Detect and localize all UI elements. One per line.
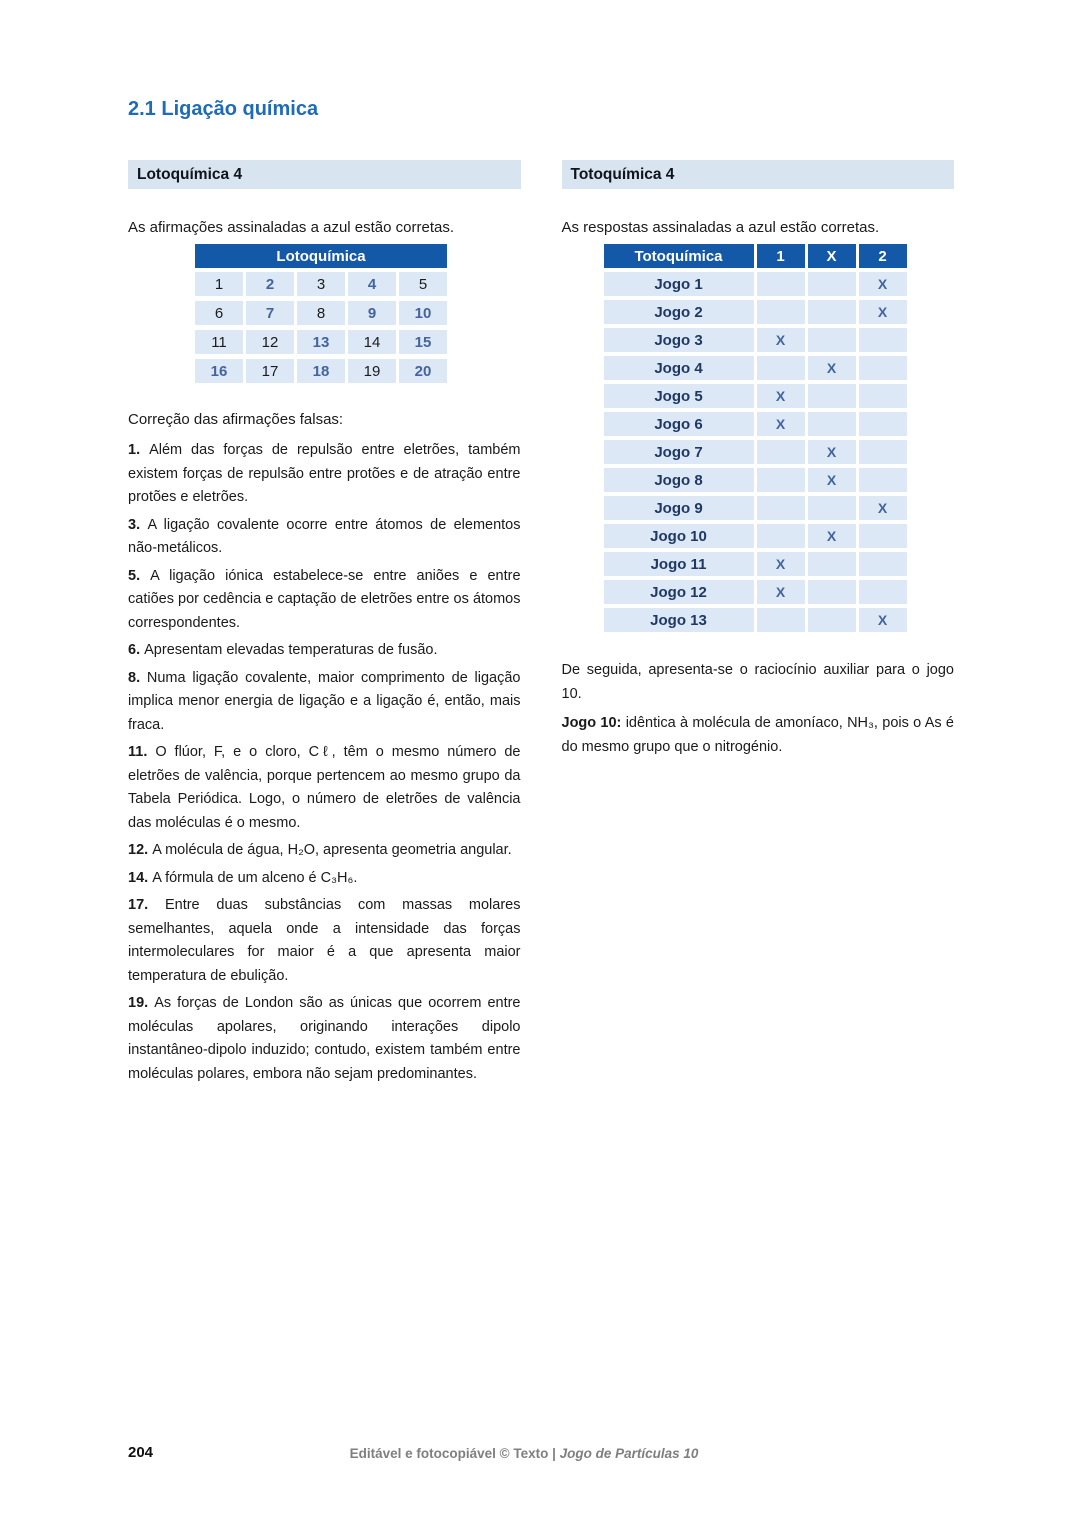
footer	[0, 1446, 1080, 1461]
toto-mark-7-2	[859, 440, 907, 464]
section-header-lotoquimica: Lotoquímica 4	[128, 160, 521, 189]
correction-item-5: 5. A ligação iónica estabelece-se entre aniões e entre catiões por cedência e captação de eletrões entre os átomos correspondentes.	[128, 567, 521, 631]
loto-cell-18: 18	[297, 359, 345, 383]
correction-item-3: 3. A ligação covalente ocorre entre átomos de elementos não-metálicos.	[128, 516, 521, 556]
toto-mark-1-1	[757, 272, 805, 296]
toto-mark-8-X: X	[808, 468, 856, 492]
toto-mark-4-X: X	[808, 356, 856, 380]
loto-cell-19: 19	[348, 359, 396, 383]
loto-cell-10: 10	[399, 301, 447, 325]
loto-cell-1: 1	[195, 272, 243, 296]
jogo10-explanation	[562, 712, 955, 759]
toto-row-label-10: Jogo 10	[604, 524, 754, 548]
lotoquimica-table-title: Lotoquímica	[195, 244, 447, 268]
right-column	[562, 160, 955, 1090]
totoquimica-grid	[604, 244, 907, 632]
toto-mark-1-2: X	[859, 272, 907, 296]
toto-mark-2-1	[757, 300, 805, 324]
correction-item-14: 14. A fórmula de um alceno é C₃H₆.	[128, 869, 358, 886]
loto-cell-14: 14	[348, 330, 396, 354]
toto-header-col-2: 2	[859, 244, 907, 268]
toto-mark-7-X: X	[808, 440, 856, 464]
toto-row-label-4: Jogo 4	[604, 356, 754, 380]
toto-mark-12-X	[808, 580, 856, 604]
toto-mark-5-1: X	[757, 384, 805, 408]
toto-row-label-5: Jogo 5	[604, 384, 754, 408]
toto-mark-11-X	[808, 552, 856, 576]
correction-item-17: 17. Entre duas substâncias com massas molares semelhantes, aquela onde a intensidade das forças intermoleculares for maior é a que apresenta maior temperatura de ebulição.	[128, 897, 521, 984]
loto-cell-8: 8	[297, 301, 345, 325]
loto-cell-7: 7	[246, 301, 294, 325]
lotoquimica-table	[195, 244, 447, 383]
page-title: 2.1 Ligação química	[128, 98, 319, 120]
toto-row-label-11: Jogo 11	[604, 552, 754, 576]
toto-mark-10-1	[757, 524, 805, 548]
page-number: 204	[128, 1444, 154, 1461]
toto-mark-11-1: X	[757, 552, 805, 576]
loto-cell-12: 12	[246, 330, 294, 354]
correction-item-11: 11. O flúor, F, e o cloro, Cℓ, têm o mesmo número de eletrões de valência, porque pertencem ao mesmo grupo da Tabela Periódica. Logo, o número de eletrões de valência das moléculas é o mesmo.	[128, 744, 521, 831]
toto-mark-8-2	[859, 468, 907, 492]
loto-cell-4: 4	[348, 272, 396, 296]
loto-cell-3: 3	[297, 272, 345, 296]
toto-row-label-1: Jogo 1	[604, 272, 754, 296]
left-column	[128, 160, 521, 1090]
toto-mark-6-2	[859, 412, 907, 436]
section-header-totoquimica: Totoquímica 4	[562, 160, 955, 189]
jogo10-label: Jogo 10:	[561, 715, 622, 731]
loto-cell-5: 5	[399, 272, 447, 296]
correction-item-12: 12. A molécula de água, H₂O, apresenta geometria angular.	[128, 842, 512, 858]
toto-mark-3-X	[808, 328, 856, 352]
note-text: De seguida, apresenta-se o raciocínio auxiliar para o jogo 10.	[561, 662, 954, 702]
toto-mark-2-X	[808, 300, 856, 324]
toto-row-label-3: Jogo 3	[604, 328, 754, 352]
toto-mark-5-2	[859, 384, 907, 408]
toto-row-label-13: Jogo 13	[604, 608, 754, 632]
toto-row-label-8: Jogo 8	[604, 468, 754, 492]
toto-header-col-X: X	[808, 244, 856, 268]
correction-item-19: 19. As forças de London são as únicas que ocorrem entre moléculas apolares, originando interações dipolo instantâneo-dipolo induzido; contudo, existem também entre moléculas polares, embora não sejam predominantes.	[128, 995, 521, 1082]
loto-cell-15: 15	[399, 330, 447, 354]
toto-mark-9-2: X	[859, 496, 907, 520]
loto-cell-13: 13	[297, 330, 345, 354]
toto-mark-4-1	[757, 356, 805, 380]
totoquimica-intro-text: As respostas assinaladas a azul estão corretas.	[561, 219, 880, 236]
toto-header-title: Totoquímica	[604, 244, 754, 268]
toto-mark-5-X	[808, 384, 856, 408]
toto-header-col-1: 1	[757, 244, 805, 268]
correction-item-1: 1. Além das forças de repulsão entre eletrões, também existem forças de repulsão entre protões e de atração entre protões e eletrões.	[128, 442, 521, 505]
toto-mark-12-1: X	[757, 580, 805, 604]
lotoquimica-intro-text: As afirmações assinaladas a azul estão corretas.	[128, 219, 454, 236]
toto-mark-9-X	[808, 496, 856, 520]
toto-mark-11-2	[859, 552, 907, 576]
footer-text: Editável e fotocopiável © Texto |	[349, 1446, 560, 1461]
two-column-layout	[128, 160, 954, 1090]
toto-mark-6-1: X	[757, 412, 805, 436]
loto-cell-11: 11	[195, 330, 243, 354]
loto-cell-17: 17	[246, 359, 294, 383]
toto-row-label-7: Jogo 7	[604, 440, 754, 464]
loto-cell-6: 6	[195, 301, 243, 325]
loto-cell-20: 20	[399, 359, 447, 383]
toto-mark-6-X	[808, 412, 856, 436]
toto-mark-10-X: X	[808, 524, 856, 548]
jogo10-text: idêntica à molécula de amoníaco, NH₃, pois o As é do mesmo grupo que o nitrogénio.	[561, 715, 954, 755]
toto-mark-12-2	[859, 580, 907, 604]
footer-book-title: Jogo de Partículas 10	[559, 1446, 699, 1461]
correction-item-8: 8. Numa ligação covalente, maior comprimento de ligação implica menor energia de ligação e a ligação é, então, mais fraca.	[128, 669, 521, 733]
toto-mark-4-2	[859, 356, 907, 380]
toto-row-label-9: Jogo 9	[604, 496, 754, 520]
corrections-heading: Correção das afirmações falsas:	[128, 411, 344, 428]
toto-mark-2-2: X	[859, 300, 907, 324]
totoquimica-table	[604, 244, 907, 632]
toto-mark-13-X	[808, 608, 856, 632]
toto-mark-7-1	[757, 440, 805, 464]
toto-row-label-6: Jogo 6	[604, 412, 754, 436]
loto-cell-2: 2	[246, 272, 294, 296]
loto-cell-16: 16	[195, 359, 243, 383]
toto-mark-9-1	[757, 496, 805, 520]
corrections-list	[128, 439, 521, 1086]
toto-row-label-12: Jogo 12	[604, 580, 754, 604]
lotoquimica-number-grid	[195, 272, 447, 383]
toto-mark-1-X	[808, 272, 856, 296]
toto-row-label-2: Jogo 2	[604, 300, 754, 324]
toto-mark-3-2	[859, 328, 907, 352]
toto-mark-13-2: X	[859, 608, 907, 632]
correction-item-6: 6. Apresentam elevadas temperaturas de fusão.	[128, 642, 438, 658]
toto-mark-10-2	[859, 524, 907, 548]
toto-mark-8-1	[757, 468, 805, 492]
loto-cell-9: 9	[348, 301, 396, 325]
toto-mark-13-1	[757, 608, 805, 632]
toto-mark-3-1: X	[757, 328, 805, 352]
